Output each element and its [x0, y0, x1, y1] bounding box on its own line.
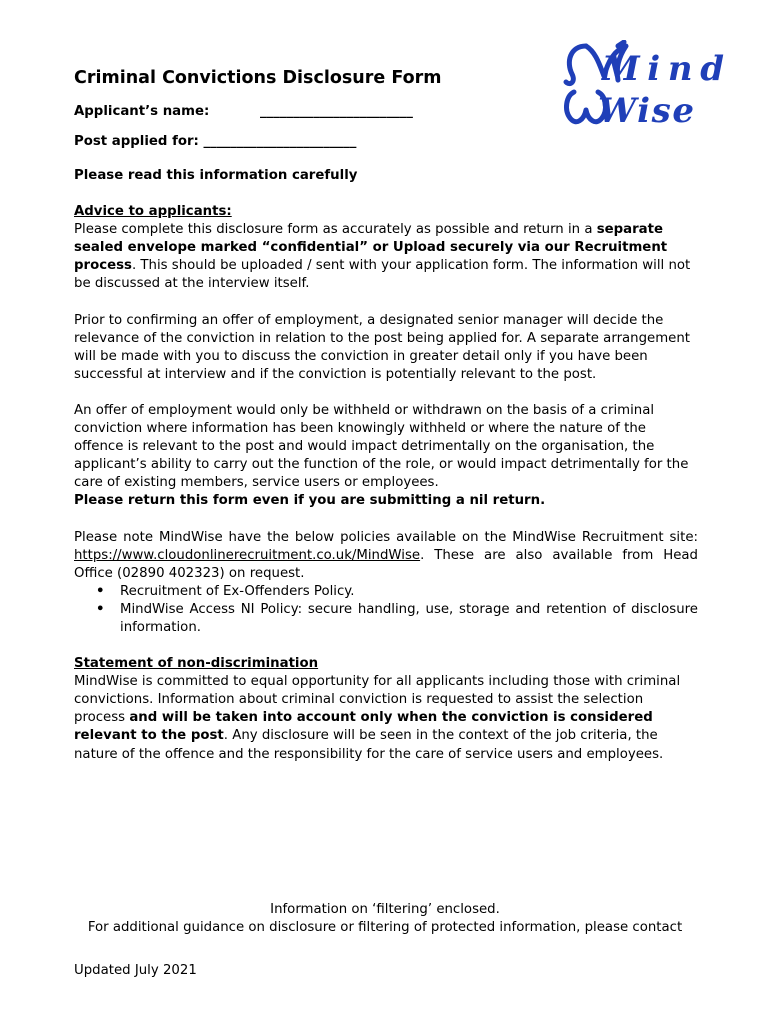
logo-wise-text: Wise: [598, 91, 694, 128]
form-title: Criminal Convictions Disclosure Form: [74, 68, 442, 88]
list-item: • Recruitment of Ex-Offenders Policy.: [74, 583, 698, 601]
recruitment-site-link[interactable]: https://www.cloudonlinerecruitment.co.uk/MindWise: [74, 547, 421, 563]
guidance-note: For additional guidance on disclosure or filtering of protected information, please contact: [87, 920, 683, 936]
read-carefully-note: Please read this information carefully: [74, 168, 358, 183]
policies-list: [74, 583, 698, 637]
mindwise-logo: [556, 40, 728, 128]
bullet-icon: •: [96, 601, 105, 617]
post-applied-line[interactable]: _______________________: [203, 134, 357, 149]
form-body: [74, 167, 698, 764]
footer-notes: [74, 901, 696, 937]
advice-heading: Advice to applicants:: [74, 204, 232, 220]
post-applied-field[interactable]: [74, 134, 356, 149]
policies-note: Please note MindWise have the below policies available on the MindWise Recruitment site: https://www.cloudonlinerecruitment.co.uk/MindWise. These are also available from Head Office (02890 402323) on request.: [74, 529, 698, 581]
nil-return-note: Please return this form even if you are submitting a nil return.: [74, 493, 546, 509]
applicant-name-label: Applicant’s name:: [74, 104, 210, 119]
filtering-note: Information on ‘filtering’ enclosed.: [270, 902, 500, 917]
statement-heading: Statement of non-discrimination: [74, 656, 319, 672]
list-item: • MindWise Access NI Policy: secure handling, use, storage and retention of disclosure information.: [96, 601, 698, 635]
statement-paragraph: MindWise is committed to equal opportunity for all applicants including those with criminal convictions. Information about criminal conviction is requested to assist the selection process and will be taken into account only when the conviction is considered relevant to the post. Any disclosure will be seen in the context of the job criteria, the nature of the offence and the responsibility for the care of service users and employees.: [74, 674, 681, 762]
applicant-name-line[interactable]: _______________________: [260, 104, 413, 119]
advice-paragraph-1: Please complete this disclosure form as accurately as possible and return in a separate sealed envelope marked “confidential” or Upload securely via our Recruitment process. This should be uploaded / sent with your application form. The information will not be discussed at the interview itself.: [74, 222, 691, 292]
logo-mind-text: Mind: [602, 49, 724, 89]
advice-paragraph-3: An offer of employment would only be withheld or withdrawn on the basis of a criminal conviction where information has been knowingly withheld or where the nature of the offence is relevant to the post and would impact detrimentally on the organisation, the applicant’s ability to carry out the function of the role, or would impact detrimentally for the care of existing members, service users or employees.: [74, 402, 689, 491]
applicant-name-field[interactable]: [74, 104, 413, 119]
bullet-icon: •: [96, 583, 105, 599]
advice-paragraph-2: Prior to confirming an offer of employment, a designated senior manager will decide the relevance of the conviction in relation to the post being applied for. A separate arrangement will be made with you to discuss the conviction in greater detail only if you have been successful at interview and if the conviction is potentially relevant to the post.: [74, 312, 691, 382]
updated-date: Updated July 2021: [74, 963, 197, 978]
post-applied-label: Post applied for:: [74, 134, 199, 149]
